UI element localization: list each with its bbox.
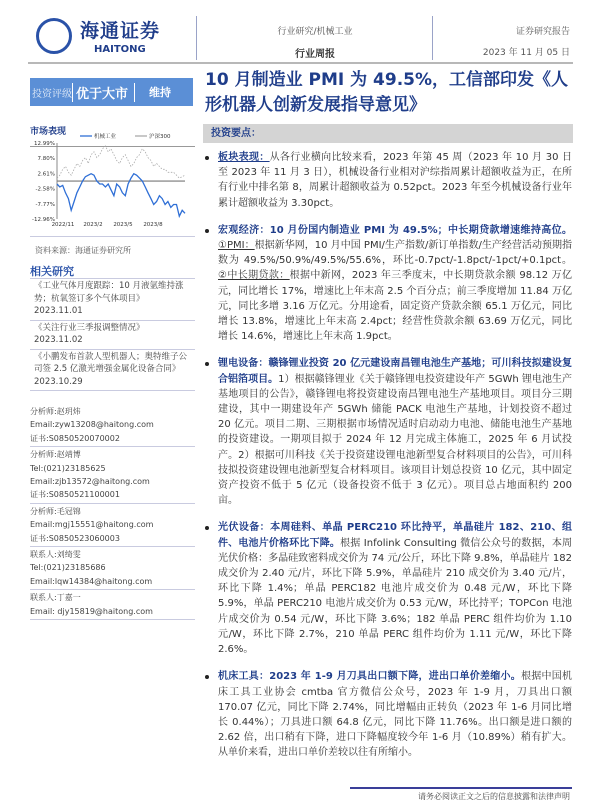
analyst-group (30, 448, 195, 504)
rating-change: 维持 (149, 86, 172, 99)
analyst-line: 证书:S0850520070002 (30, 433, 120, 443)
y-tick-label: -12.96% (32, 217, 55, 223)
related-title: 相关研究 (30, 265, 74, 278)
divider (30, 236, 195, 237)
logo-text: 海通证券 (80, 20, 161, 42)
bullet-heading: 板块表现： (218, 152, 270, 163)
bullet-macro (205, 223, 572, 345)
sub-heading: ①PMI： (218, 240, 255, 252)
analyst-line: Tel:(021)23185686 (30, 563, 106, 573)
series-line (57, 174, 185, 217)
analyst-group (30, 505, 195, 547)
report-category: 行业研究/机械工业 (277, 27, 353, 37)
analyst-group (30, 405, 195, 447)
rating-label: 投资评级 (32, 88, 72, 100)
y-tick-label: 12.99% (34, 141, 55, 147)
analyst-line[interactable]: Email:lqw14384@haitong.com (30, 576, 153, 586)
sub-heading: ②中长期贷款： (218, 270, 290, 282)
bullet-lithium (205, 356, 572, 508)
y-tick-label: 2.61% (37, 171, 55, 178)
bullet-heading: 锂电设备：赣锋锂业投资 20 亿元建设南昌锂电池生产基地；可川科技拟建设复合铝箔项目。 (218, 358, 572, 385)
bullet-body: 1）根据赣锋锂业《关于赣锋锂电投资建设年产 5GWh 锂电池生产基地项目的公告》，赣锋锂电将投资建设南昌锂电池生产基地项目。项目分三期建设，其中一期建设年产 5GWh 储能 PACK 电池生产基地，计划投资不超过 20 亿元。项目二期、三期根据市场情况适时启动动力电池、储能电池生产基地的投资建设。一期项目拟于 2024 年 12 月完成主体施工，2025 年 6 月试投产。2）根据可川科技《关于投资建设锂电池新型复合材料项目的公告》，可川科技拟投资建设锂电池新型复合材料项目。该项目计划总投资 10 亿元，其中固定资产投资不低于 5 亿元（设备投资不低于 3 亿元）。项目总占地面积约 200 亩。 (218, 373, 572, 507)
related-list (30, 278, 195, 391)
analyst-list (30, 405, 195, 620)
bullet-machine-tools (205, 669, 572, 760)
analyst-group (30, 591, 195, 620)
page-title: 10 月制造业 PMI 为 49.5%，工信部印发《人形机器人创新发展指导意见》 (205, 70, 569, 115)
bullet-body: 根据中国机床工具工业协会 cmtba 官方微信公众号，2023 年 1-9 月，刀具出口额 170.07 亿元，同比下降 2.74%，同比增幅由正转负（2023 年 1-6 月同比增长 0.44%）；刀具进口额 64.8 亿元，同比下降 11.76%。出口额是进口额的 2.62 倍，出口稍有下降，进口下降幅度较今年 1-6 月（10.89%）稍有扩大。从单价来看，进出口单价差较以往有所缩小。 (218, 671, 573, 759)
analyst-line[interactable]: Email:zjb13572@haitong.com (30, 477, 150, 487)
main-column (205, 68, 575, 773)
key-points (205, 150, 572, 761)
report-type: 行业周报 (295, 49, 335, 60)
related-item[interactable]: 《关注行业三季报调整情况》2023.11.02 (30, 321, 195, 350)
analyst-line: 分析师:赵靖博 (30, 450, 81, 460)
analyst-group (30, 548, 195, 590)
left-column-flow (30, 278, 195, 621)
bullet-body: 根据中新网，2023 年三季度末，中长期贷款余额 98.12 万亿元，同比增长 17%，增速比上年末高 2.5 个百分点；前三季度增加 11.84 万亿元，同比多增 3.16 万亿元。分用途看，固定资产贷款余额 65.1 万亿元，同比增长 13.8%，增速比上年末高 2.4pct；经营性贷款余额 63.69 万亿元，同比增长 14.6%，增速比上年末高 1.9pct。 (218, 270, 572, 343)
analyst-line: 联系人:刘绮雯 (30, 550, 81, 560)
header-rule (28, 62, 573, 64)
analyst-line: Tel:(021)23185625 (30, 463, 106, 473)
divider (196, 16, 197, 60)
analyst-line[interactable]: Email:mgj15551@haitong.com (30, 520, 154, 530)
analyst-line: 证书:S0850523060003 (30, 533, 120, 543)
analyst-line[interactable]: Email:zyw13208@haitong.com (30, 420, 154, 430)
logo-text-en: HAITONG (94, 44, 146, 55)
rating-box (30, 78, 193, 106)
bullet-heading: 宏观经济：10 月份国内制造业 PMI 为 49.5%；中长期贷款增速维持高位。 (218, 224, 572, 236)
bullet-body: 从各行业横向比较来看，2023 年第 45 周（2023 年 10 月 30 日至 2023 年 11 月 3 日），机械设备行业相对沪综指周累计超额收益为正，在所有行业中排名第 8，周累计超额收益为 0.52pct。2023 年至今机械设备行业年累计超额收益为 3.30pct。 (218, 152, 572, 209)
legend-label: 机械工业 (94, 134, 117, 140)
report-date: 2023 年 11 月 05 日 (482, 48, 570, 58)
legend-label: 沪深300 (149, 134, 171, 140)
haitong-logo-icon (36, 18, 72, 54)
analyst-line: 分析师:赵玥炜 (30, 407, 81, 416)
x-tick-label: 2023/2 (83, 222, 103, 228)
x-tick-label: 2023/5 (113, 222, 133, 228)
footer-disclaimer: 请务必阅读正文之后的信息披露和法律声明 (418, 792, 570, 801)
bullet-body: 根据新华网，10 月中国 PMI/生产指数/新订单指数/生产经营活动预期指数为 49.5%/50.9%/49.5%/55.6%，环比-0.7pct/-1.8pct/-1pct/+0.1pct。 (218, 240, 573, 267)
bullet-heading: 机床工具：2023 年 1-9 月刀具出口额下降，进出口单价差缩小。 (218, 671, 522, 683)
bullet-pv (205, 520, 572, 657)
x-tick-label: 2023/8 (143, 222, 163, 228)
analyst-line: 分析师:毛冠锦 (30, 506, 81, 516)
y-tick-label: -2.58% (35, 186, 55, 193)
analyst-line: 联系人:丁嘉一 (30, 593, 81, 603)
divider (432, 16, 433, 60)
related-item[interactable]: 《工业气体月度跟踪：10 月液氩维持涨势；杭氧签订多个气体项目》2023.11.01 (30, 279, 195, 321)
chart-source: 资料来源：海通证券研究所 (35, 246, 131, 255)
series-line (57, 146, 185, 178)
y-tick-label: 7.80% (37, 156, 55, 163)
bullet-heading: 光伏设备：本周硅料、单晶 PERC210 环比持平，单晶硅片 182、210、组件、电池片价格环比下降。 (218, 522, 572, 549)
doc-type: 证券研究报告 (515, 27, 570, 37)
market-chart (25, 131, 195, 231)
bullet-body: 根据 Infolink Consulting 微信公众号的数据，本周光伏价格：多晶硅致密料成交价为 74 元/公斤，环比下降 9.8%，单晶硅片 182 成交价为 2.40 元/片，环比下降 5.9%，单晶硅片 210 成交价为 3.40 元/片，环比下降 1.4%；单晶 PERC182 电池片成交价为 0.48 元/W，环比下降 5.9%，单晶 PERC210 电池片成交价为 0.53 元/W，环比持平；TOPCon 电池片成交价为 0.54 元/W，环比下降 3.6%；182 单晶 PERC 组件均价为 1.10 元/W，环比下降 2.7%，210 单晶 PERC 组件均价为 1.11 元/W，环比下降 2.6%。 (218, 537, 573, 656)
related-item[interactable]: 《小鹏发布首款人型机器人；奥特维子公司签 2.5 亿激光增强金属化设备合同》2023.10.29 (30, 350, 195, 392)
analyst-line: 证书:S0850521100001 (30, 490, 120, 500)
y-tick-label: -7.77% (35, 201, 55, 208)
key-points-title: 投资要点： (203, 124, 573, 143)
x-tick-label: 2022/11 (51, 222, 75, 228)
bullet-sector (205, 150, 572, 211)
rating-value: 优于大市 (72, 83, 135, 102)
footer-rule (350, 787, 572, 789)
market-title: 市场表现 (30, 127, 67, 137)
analyst-line[interactable]: Email: djy15819@haitong.com (30, 606, 153, 616)
